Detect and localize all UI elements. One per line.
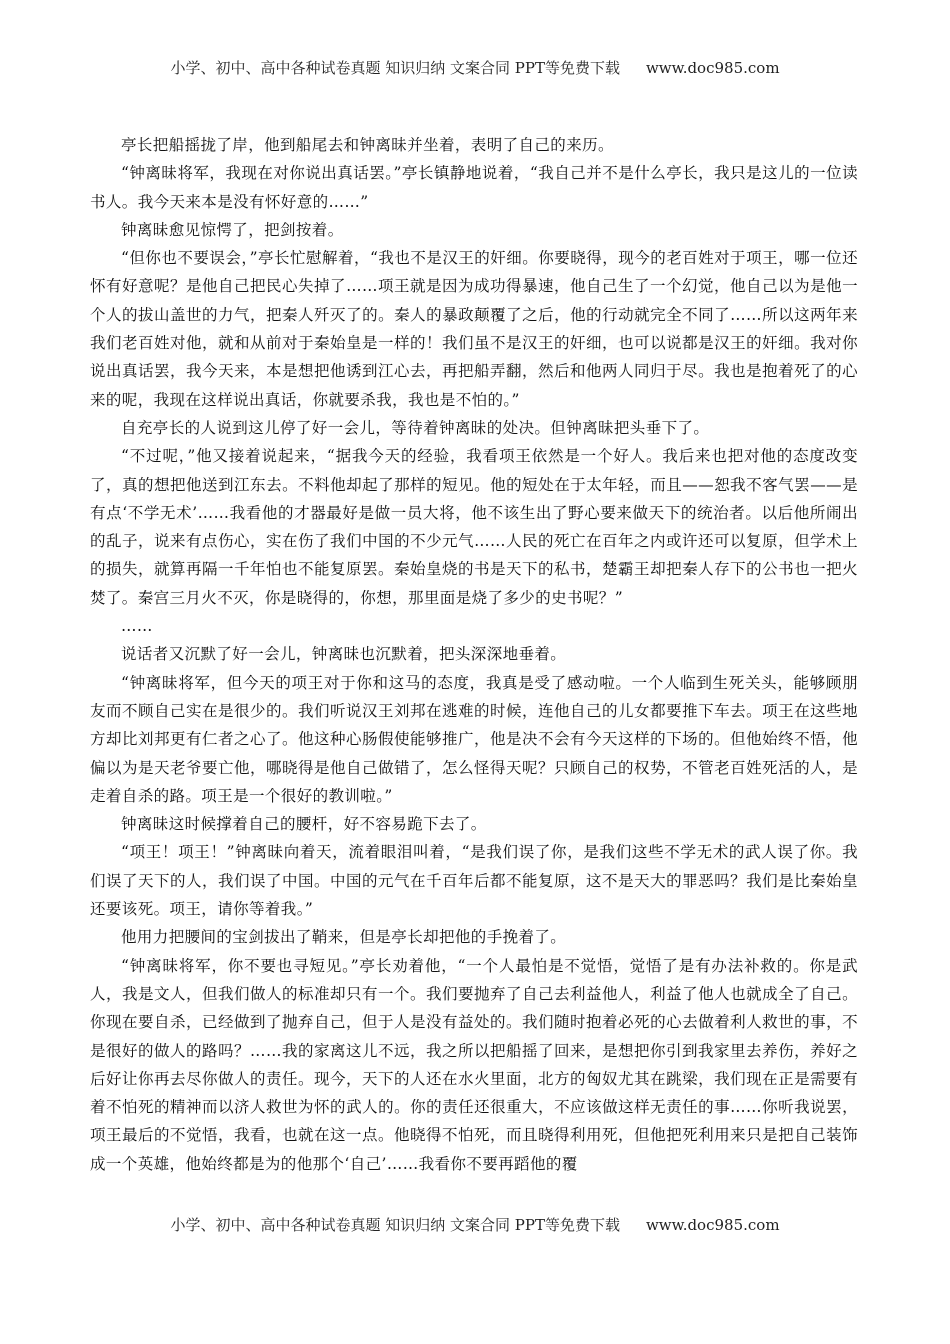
footer-site-link[interactable]: www.doc985.com <box>645 1216 780 1234</box>
page-footer <box>0 1214 950 1235</box>
paragraph: “钟离昧将军，我现在对你说出真话罢。”亭长镇静地说着，“我自己并不是什么亭长，我只是这儿的一位读书人。我今天来本是没有怀好意的……” <box>90 164 858 211</box>
header-site-link[interactable]: www.doc985.com <box>645 59 780 77</box>
paragraph: 他用力把腰间的宝剑拔出了鞘来，但是亭长却把他的手挽着了。 <box>121 928 567 947</box>
paragraph: 钟离昧这时候撑着自己的腰杆，好不容易跪下去了。 <box>121 815 487 834</box>
paragraph: 自充亭长的人说到这儿停了好一会儿，等待着钟离昧的处决。但钟离昧把头垂下了。 <box>121 418 710 437</box>
paragraph: “钟离昧将军，你不要也寻短见。”亭长劝着他，“一个人最怕是不觉悟，觉悟了是有办法补救的。你是武人，我是文人，但我们做人的标准却只有一个。我们要抛弃了自己去利益他人，利益了他人也就成全了自己。你现在要自杀，已经做到了抛弃自己，但于人是没有益处的。我们随时抱着必死的心去做着利人救世的事，不是很好的做人的路吗？……我的家离这儿不远，我之所以把船摇了回来，是想把你引到我家里去养伤，养好之后好让你再去尽你做人的责任。现今，天下的人还在水火里面，北方的匈奴尤其在跳梁，我们现在正是需要有着不怕死的精神而以济人救世为怀的武人的。你的责任还很重大，不应该做这样无责任的事……你听我说罢，项王最后的不觉悟，我看，也就在这一点。他晓得不怕死，而且晓得利用死，但他把死利用来只是把自己装饰成一个英雄，他始终都是为的他那个‘自己’……我看你不要再蹈他的覆 <box>90 956 858 1173</box>
paragraph: 钟离昧愈见惊愕了，把剑按着。 <box>121 220 344 239</box>
page-header <box>0 57 950 78</box>
paragraph: “不过呢，”他又接着说起来，“据我今天的经验，我看项王依然是一个好人。我后来也把对他的态度改变了，真的想把他送到江东去。不料他却起了那样的短见。他的短处在于太年轻，而且——恕我不客气罢——是有点‘不学无术’……我看他的才器最好是做一员大将，他不该生出了野心要来做天下的统治者。以后他所闹出的乱子，说来有点伤心，实在伤了我们中国的不少元气……人民的死亡在百年之内或许还可以复原，但学术上的损失，就算再隔一千年怕也不能复原罢。秦始皇烧的书是天下的私书，楚霸王却把秦人存下的公书也一把火焚了。秦宫三月火不灭，你是晓得的，你想，那里面是烧了多少的史书呢？” <box>90 447 858 607</box>
paragraph: “钟离昧将军，但今天的项王对于你和这马的态度，我真是受了感动啦。一个人临到生死关头，能够顾朋友而不顾自己实在是很少的。我们听说汉王刘邦在逃难的时候，连他自己的儿女都要推下车去。项王在这些地方却比刘邦更有仁者之心了。他这种心肠假使能够推广，他是决不会有今天这样的下场的。但他始终不悟，他偏以为是天老爷要亡他，哪晓得是他自己做错了，怎么怪得天呢？只顾自己的权势，不管老百姓死活的人，是走着自杀的路。项王是一个很好的教训啦。” <box>90 673 858 805</box>
paragraph: “项王！项王！”钟离昧向着天，流着眼泪叫着，“是我们误了你，是我们这些不学无术的武人误了你。我们误了天下的人，我们误了中国。中国的元气在千百年后都不能复原，这不是天大的罪恶吗？我们是比秦始皇还要该死。项王，请你等着我。” <box>90 843 858 919</box>
footer-text: 小学、初中、高中各种试卷真题 知识归纳 文案合同 PPT等免费下载 <box>170 1216 620 1234</box>
paragraph: 亭长把船摇拢了岸，他到船尾去和钟离昧并坐着，表明了自己的来历。 <box>121 136 614 154</box>
story-body <box>90 131 858 1178</box>
header-text: 小学、初中、高中各种试卷真题 知识归纳 文案合同 PPT等免费下载 <box>170 59 620 77</box>
paragraph: 说话者又沉默了好一会儿，钟离昧也沉默着，把头深深地垂着。 <box>121 645 567 664</box>
ellipsis-separator: …… <box>121 617 153 636</box>
paragraph: “但你也不要误会，”亭长忙慰解着，“我也不是汉王的奸细。你要晓得，现今的老百姓对于项王，哪一位还怀有好意呢？是他自己把民心失掉了……项王就是因为成功得暴速，他自己生了一个幻觉，他自己以为是他一个人的拔山盖世的力气，把秦人歼灭了的。秦人的暴政颠覆了之后，他的行动就完全不同了……所以这两年来我们老百姓对他，就和从前对于秦始皇是一样的！我们虽不是汉王的奸细，也可以说都是汉王的奸细。我对你说出真话罢，我今天来，本是想把他诱到江心去，再把船弄翻，然后和他两人同归于尽。我也是抱着死了的心来的呢，我现在这样说出真话，你就要杀我，我也是不怕的。” <box>90 249 858 409</box>
